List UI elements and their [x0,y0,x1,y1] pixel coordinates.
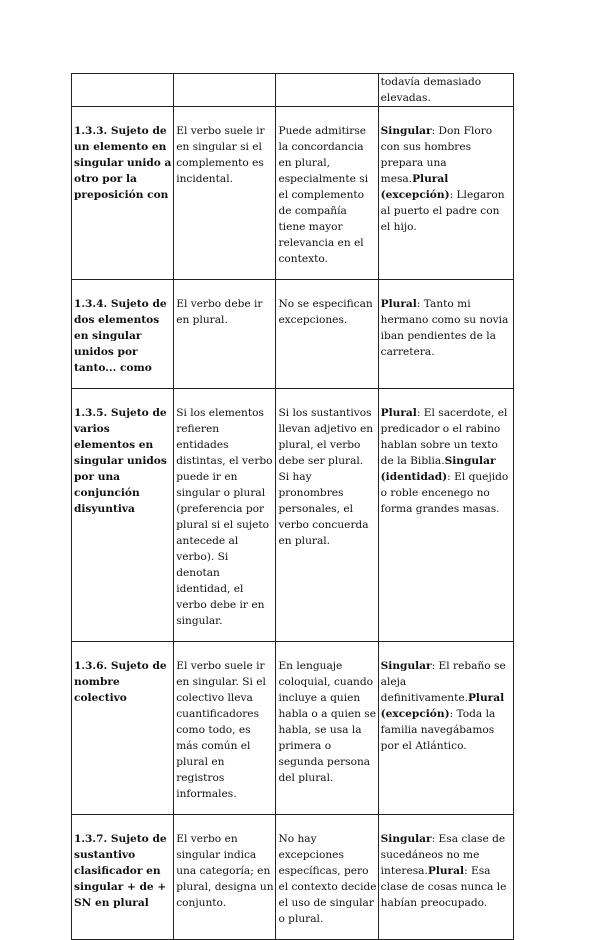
example-text: : Don Floro con sus hombres prepara una mesa. [380,125,493,185]
rule-title-cell: 1.3.6. Sujeto de nombre colectivo [72,642,174,815]
example-text: : El quejido o roble encenego no forma grandes masas. [380,471,509,515]
example-cell: todavía demasiado elevadas. [378,74,513,107]
example-text: : El rebaño se aleja definitivamente. [380,660,506,704]
example-label: Plural [380,407,417,419]
example-label: Singular (identidad) [380,455,496,483]
exception-cell [276,74,378,107]
example-label: Plural (excepción) [380,692,505,720]
rule-cell: El verbo en singular indica una categoría; en plural, designa un conjunto. [174,815,276,940]
example-label: Singular [380,660,432,672]
grammar-agreement-table [71,73,514,940]
rule-title-cell: 1.3.5. Sujeto de varios elementos en singular unidos por una conjunción disyuntiva [72,389,174,642]
table-row [72,107,514,280]
example-label: Plural (excepción) [380,173,450,201]
table-row [72,642,514,815]
example-text: : Esa clase de cosas nunca le habían preocupado. [380,865,507,909]
exception-cell: Si los sustantivos llevan adjetivo en plural, el verbo debe ser plural. Si hay pronombres personales, el verbo concuerda en plural. [276,389,378,642]
rule-cell: El verbo debe ir en plural. [174,280,276,389]
example-text: : Llegaron al puerto el padre con el hijo. [380,189,505,233]
example-cell [378,280,513,389]
example-label: Singular [380,125,432,137]
rule-title-cell: 1.3.7. Sujeto de sustantivo clasificador en singular + de + SN en plural [72,815,174,940]
rule-cell [174,74,276,107]
table-row [72,815,514,940]
example-cell [378,389,513,642]
table-row [72,280,514,389]
table-row [72,74,514,107]
rule-cell: El verbo suele ir en singular si el complemento es incidental. [174,107,276,280]
example-text: : Esa clase de sucedáneos no me interesa. [380,833,506,877]
rule-title-cell: 1.3.3. Sujeto de un elemento en singular unido a otro por la preposición con [72,107,174,280]
exception-cell: No se especifican excepciones. [276,280,378,389]
rule-cell: Si los elementos refieren entidades distintas, el verbo puede ir en singular o plural (preferencia por plural si el sujeto antecede al verbo). Si denotan identidad, el verbo debe ir en singular. [174,389,276,642]
example-label: Plural [427,865,465,877]
table-row [72,389,514,642]
exception-cell: Puede admitirse la concordancia en plural, especialmente si el complemento de compañía tiene mayor relevancia en el contexto. [276,107,378,280]
example-label: Singular [380,833,432,845]
exception-cell: No hay excepciones específicas, pero el contexto decide el uso de singular o plural. [276,815,378,940]
example-cell [378,642,513,815]
rule-cell: El verbo suele ir en singular. Si el colectivo lleva cuantificadores como todo, es más común el plural en registros informales. [174,642,276,815]
exception-cell: En lenguaje coloquial, cuando incluye a quien habla o a quien se habla, se usa la primera o segunda persona del plural. [276,642,378,815]
example-cell [378,107,513,280]
example-text: : Toda la familia navegábamos por el Atlántico. [380,708,496,752]
example-cell [378,815,513,940]
example-text: : El sacerdote, el predicador o el rabino hablan sobre un texto de la Biblia. [380,407,508,467]
example-label: Plural [380,298,417,310]
example-text: : Tanto mi hermano como su novia iban pendientes de la carretera. [380,298,509,358]
rule-title-cell [72,74,174,107]
rule-title-cell: 1.3.4. Sujeto de dos elementos en singular unidos por tanto... como [72,280,174,389]
